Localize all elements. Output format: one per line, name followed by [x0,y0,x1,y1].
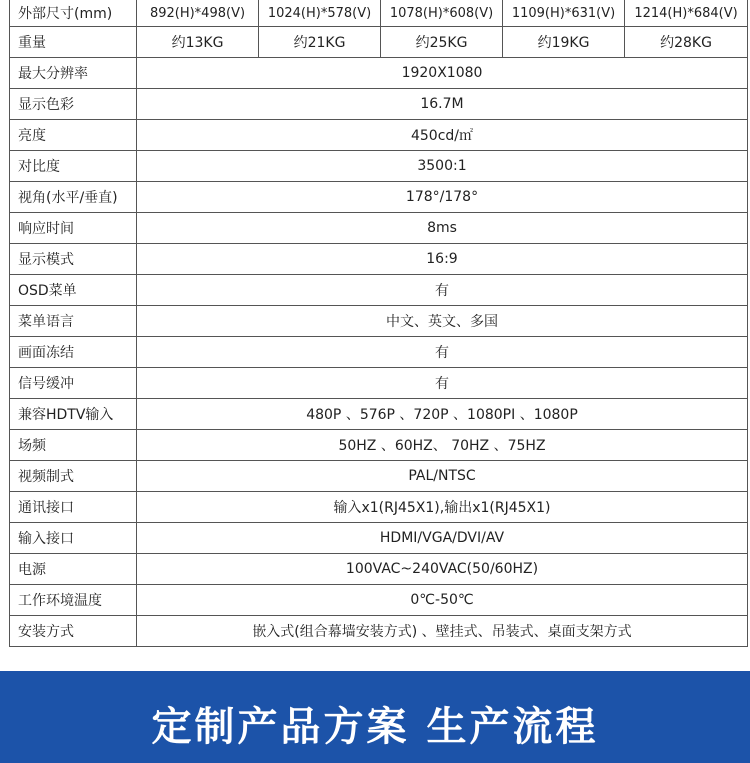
table-row [10,585,748,616]
table-row [10,275,748,306]
row-value: 中文、英文、多国 [137,306,748,337]
size-cell: 892(H)*498(V) [137,0,259,27]
size-cell: 1024(H)*578(V) [259,0,381,27]
row-label: 响应时间 [10,213,137,244]
row-value: 178°/178° [137,182,748,213]
row-value: 16.7M [137,89,748,120]
row-label: 最大分辨率 [10,58,137,89]
table-row [10,182,748,213]
table-row-size [10,0,748,27]
row-value: 480P 、576P 、720P 、1080PI 、1080P [137,399,748,430]
weight-cell: 约25KG [381,27,503,58]
row-label: 通讯接口 [10,492,137,523]
table-row [10,89,748,120]
row-value: 3500:1 [137,151,748,182]
table-row [10,492,748,523]
row-label: 菜单语言 [10,306,137,337]
size-cell: 1214(H)*684(V) [625,0,748,27]
row-label: 重量 [10,27,137,58]
row-label: 视角(水平/垂直) [10,182,137,213]
size-cell: 1109(H)*631(V) [503,0,625,27]
table-row [10,306,748,337]
row-label: 输入接口 [10,523,137,554]
table-row [10,430,748,461]
row-label: 兼容HDTV输入 [10,399,137,430]
size-cell: 1078(H)*608(V) [381,0,503,27]
table-row [10,368,748,399]
banner-title: 定制产品方案 生产流程 [151,704,599,750]
table-row-weight [10,27,748,58]
table-row [10,151,748,182]
row-value: 50HZ 、60HZ、 70HZ 、75HZ [137,430,748,461]
table-row [10,554,748,585]
row-value: 16:9 [137,244,748,275]
row-value: PAL/NTSC [137,461,748,492]
row-label: 外部尺寸(mm) [10,0,137,27]
table-row [10,616,748,647]
table-row [10,120,748,151]
row-label: 显示色彩 [10,89,137,120]
table-row [10,337,748,368]
row-value: 有 [137,368,748,399]
row-value: 450cd/㎡ [137,120,748,151]
table-row [10,244,748,275]
row-label: 对比度 [10,151,137,182]
row-value: HDMI/VGA/DVI/AV [137,523,748,554]
weight-cell: 约13KG [137,27,259,58]
row-label: 信号缓冲 [10,368,137,399]
row-label: 工作环境温度 [10,585,137,616]
weight-cell: 约28KG [625,27,748,58]
row-value: 有 [137,337,748,368]
table-row [10,399,748,430]
spec-table [9,0,748,647]
row-value: 8ms [137,213,748,244]
table-row [10,461,748,492]
row-label: 视频制式 [10,461,137,492]
row-label: 场频 [10,430,137,461]
row-label: 电源 [10,554,137,585]
table-row [10,58,748,89]
row-value: 有 [137,275,748,306]
row-label: 画面冻结 [10,337,137,368]
row-label: 安装方式 [10,616,137,647]
table-row [10,213,748,244]
row-label: 亮度 [10,120,137,151]
weight-cell: 约21KG [259,27,381,58]
row-value: 100VAC~240VAC(50/60HZ) [137,554,748,585]
row-label: OSD菜单 [10,275,137,306]
row-value: 嵌入式(组合幕墙安装方式) 、壁挂式、吊装式、桌面支架方式 [137,616,748,647]
row-value: 0℃-50℃ [137,585,748,616]
row-value: 1920X1080 [137,58,748,89]
table-row [10,523,748,554]
row-label: 显示模式 [10,244,137,275]
row-value: 输入x1(RJ45X1),输出x1(RJ45X1) [137,492,748,523]
weight-cell: 约19KG [503,27,625,58]
